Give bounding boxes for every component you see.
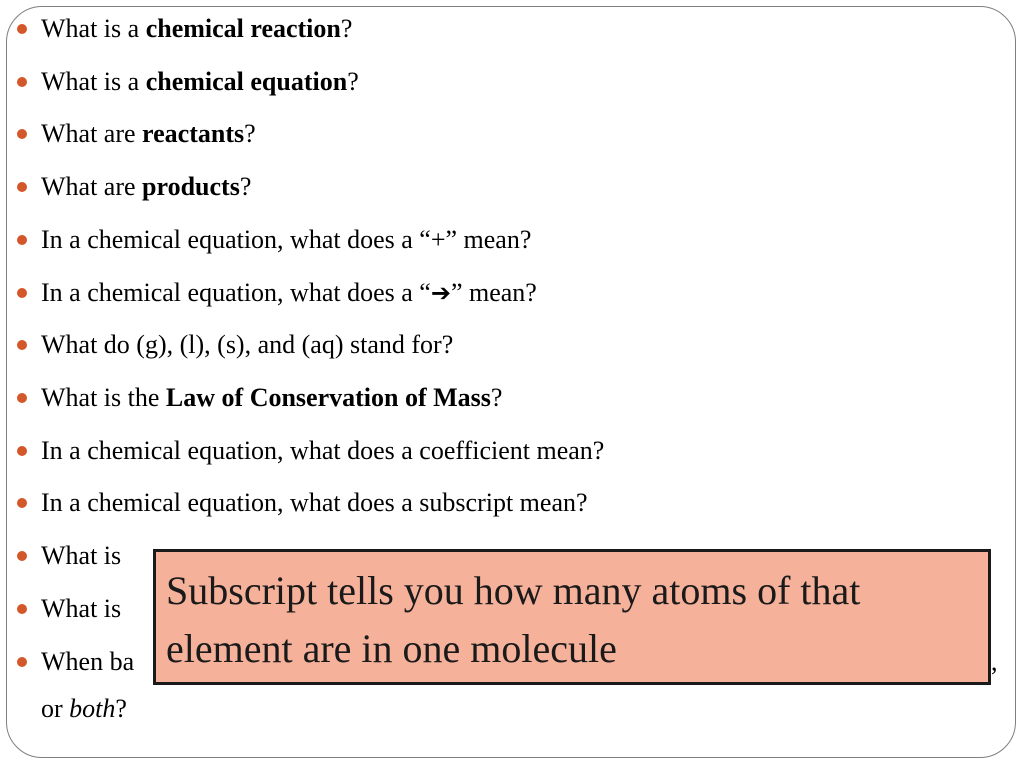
bullet-dot-icon — [17, 551, 27, 561]
list-item: What is — [41, 587, 1007, 631]
bullet-dot-icon — [17, 393, 27, 403]
list-item: What is the Law of Conservation of Mass? — [41, 376, 1007, 420]
key-term: products — [142, 172, 240, 201]
answer-box — [153, 549, 991, 685]
bullet-dot-icon — [17, 604, 27, 614]
list-item: In a chemical equation, what does a “➔” mean? — [41, 271, 1007, 315]
bullet-dot-icon — [17, 235, 27, 245]
list-item: In a chemical equation, what does a coefficient mean? — [41, 429, 1007, 473]
bullet-dot-icon — [17, 288, 27, 298]
list-item: In a chemical equation, what does a “+” mean? — [41, 218, 1007, 262]
key-term: chemical equation — [145, 67, 348, 96]
bullet-dot-icon — [17, 657, 27, 667]
list-item: What is a chemical equation? — [41, 60, 1007, 104]
bullet-dot-icon — [17, 24, 27, 34]
emphasis-term: both — [69, 694, 116, 723]
list-item: What is — [41, 534, 1007, 578]
key-term: Law of Conservation of Mass — [165, 383, 491, 412]
list-item: In a chemical equation, what does a subscript mean? — [41, 481, 1007, 525]
list-item: When ba , — [41, 640, 1007, 684]
list-item: What are reactants? — [41, 112, 1007, 156]
bullet-dot-icon — [17, 340, 27, 350]
bullet-dot-icon — [17, 446, 27, 456]
list-item: What do (g), (l), (s), and (aq) stand for? — [41, 323, 1007, 367]
arrow-icon: ➔ — [430, 279, 451, 307]
answer-text: Subscript tells you how many atoms of that element are in one molecule — [166, 568, 861, 671]
list-item-continuation: or both? — [41, 694, 127, 723]
bullet-dot-icon — [17, 182, 27, 192]
list-item: What is a chemical reaction? — [41, 7, 1007, 51]
key-term: chemical reaction — [145, 14, 341, 43]
bullet-dot-icon — [17, 77, 27, 87]
bullet-dot-icon — [17, 129, 27, 139]
key-term: reactants — [142, 119, 245, 148]
bullet-dot-icon — [17, 498, 27, 508]
trailing-comma: , — [991, 647, 998, 676]
list-item: What are products? — [41, 165, 1007, 209]
